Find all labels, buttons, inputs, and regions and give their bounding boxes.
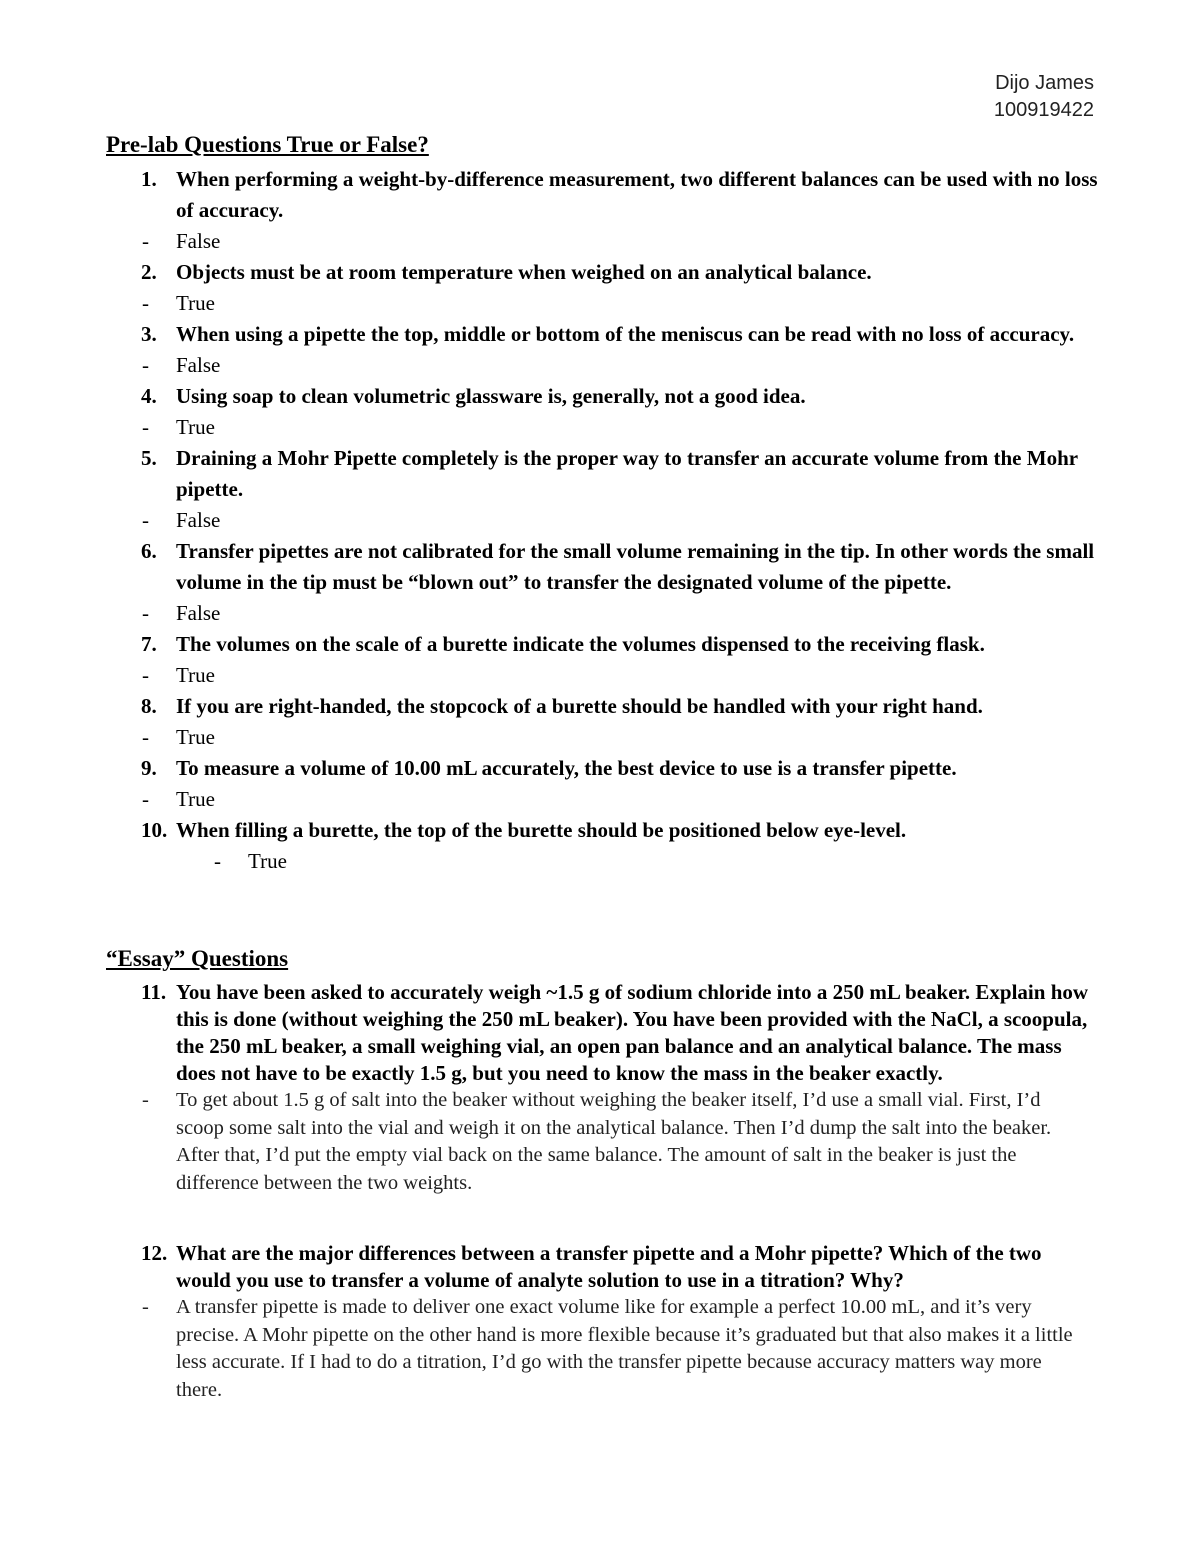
question-text: If you are right-handed, the stopcock of a burette should be handled with your right hand. (176, 694, 983, 718)
question-number: 8. (141, 694, 157, 718)
essay-question (0, 1240, 1098, 1294)
answer-item (0, 350, 1200, 381)
answer-dash: - (142, 1296, 149, 1318)
essay-answer (0, 1087, 1076, 1197)
question-item (0, 815, 1098, 846)
answer-item (0, 846, 1200, 877)
question-number: 7. (141, 632, 157, 656)
question-number: 12. (141, 1241, 168, 1265)
answer-text: True (176, 415, 215, 439)
answer-item (0, 288, 1200, 319)
essay-question-block (0, 979, 1200, 1197)
question-item (0, 164, 1098, 226)
answer-text: False (176, 508, 221, 532)
answer-text: False (176, 601, 221, 625)
answer-dash: - (142, 601, 149, 625)
question-text: When filling a burette, the top of the burette should be positioned below eye-level. (176, 818, 907, 842)
answer-item (0, 722, 1200, 753)
true-false-list (0, 164, 1200, 877)
question-item (0, 691, 1098, 722)
answer-dash: - (142, 1089, 149, 1111)
answer-text: True (248, 849, 287, 873)
question-text: When performing a weight-by-difference measurement, two different balances can be used with no loss of accuracy. (176, 167, 1098, 222)
answer-dash: - (142, 725, 149, 749)
question-item (0, 443, 1098, 505)
question-text: You have been asked to accurately weigh ~1.5 g of sodium chloride into a 250 mL beaker. Explain how this is done (without weighing the 250 mL beaker). You have been provided with the NaCl, a scoopula, the 250 mL beaker, a small weighing vial, an open pan balance and an analytical balance. The mass does not have to be exactly 1.5 g, but you need to know the mass in the beaker exactly. (176, 980, 1089, 1085)
answer-item (0, 784, 1200, 815)
answer-dash: - (142, 508, 149, 532)
student-header (994, 70, 1094, 124)
answer-item (0, 660, 1200, 691)
question-number: 9. (141, 756, 157, 780)
essay-question (0, 979, 1098, 1087)
question-item (0, 257, 1098, 288)
question-number: 4. (141, 384, 157, 408)
question-text: The volumes on the scale of a burette indicate the volumes dispensed to the receiving flask. (176, 632, 985, 656)
answer-text: True (176, 725, 215, 749)
answer-dash: - (142, 353, 149, 377)
question-text: Objects must be at room temperature when weighed on an analytical balance. (176, 260, 872, 284)
answer-text: True (176, 291, 215, 315)
answer-dash: - (142, 787, 149, 811)
answer-text: False (176, 229, 221, 253)
essay-question-block (0, 1240, 1200, 1404)
answer-item (0, 226, 1200, 257)
essay-heading: “Essay” Questions (106, 946, 289, 971)
question-number: 2. (141, 260, 157, 284)
student-id: 100919422 (993, 99, 1094, 121)
question-text: When using a pipette the top, middle or bottom of the meniscus can be read with no loss of accuracy. (176, 322, 1075, 346)
question-item (0, 753, 1098, 784)
question-text: Transfer pipettes are not calibrated for the small volume remaining in the tip. In other words the small volume in the tip must be “blown out” to transfer the designated volume of the pipette. (176, 539, 1095, 594)
true-false-heading: Pre-lab Questions True or False? (106, 132, 429, 157)
question-item (0, 536, 1098, 598)
answer-dash: - (142, 663, 149, 687)
answer-text: To get about 1.5 g of salt into the beaker without weighing the beaker itself, I’d use a small vial. First, I’d scoop some salt into the vial and weigh it on the analytical balance. Then I’d dump the salt into the beaker. After that, I’d put the empty vial back on the same balance. The amount of salt in the beaker is just the difference between the two weights. (176, 1089, 1052, 1194)
answer-text: True (176, 663, 215, 687)
question-number: 5. (141, 446, 157, 470)
question-number: 3. (141, 322, 157, 346)
question-text: Using soap to clean volumetric glassware is, generally, not a good idea. (176, 384, 806, 408)
question-text: Draining a Mohr Pipette completely is the proper way to transfer an accurate volume from the Mohr pipette. (176, 446, 1078, 501)
question-number: 1. (141, 167, 157, 191)
question-number: 11. (141, 980, 167, 1004)
answer-item (0, 505, 1200, 536)
answer-dash: - (142, 229, 149, 253)
answer-item (0, 598, 1200, 629)
answer-text: A transfer pipette is made to deliver one exact volume like for example a perfect 10.00 mL, and it’s very precise. A Mohr pipette on the other hand is more flexible because it’s graduated but that also makes it a little less accurate. If I had to do a titration, I’d go with the transfer pipette because accuracy matters way more there. (176, 1296, 1073, 1401)
student-name: Dijo James (995, 72, 1094, 94)
essay-answer (0, 1294, 1076, 1404)
answer-dash: - (142, 415, 149, 439)
answer-dash: - (142, 291, 149, 315)
question-text: What are the major differences between a transfer pipette and a Mohr pipette? Which of the two would you use to transfer a volume of analyte solution to use in a titration? Why? (176, 1241, 1042, 1292)
question-item (0, 319, 1098, 350)
question-number: 10. (141, 818, 168, 842)
question-item (0, 381, 1098, 412)
answer-dash: - (214, 849, 221, 873)
question-text: To measure a volume of 10.00 mL accurately, the best device to use is a transfer pipette. (176, 756, 957, 780)
question-item (0, 629, 1098, 660)
answer-text: False (176, 353, 221, 377)
question-number: 6. (141, 539, 157, 563)
answer-item (0, 412, 1200, 443)
answer-text: True (176, 787, 215, 811)
